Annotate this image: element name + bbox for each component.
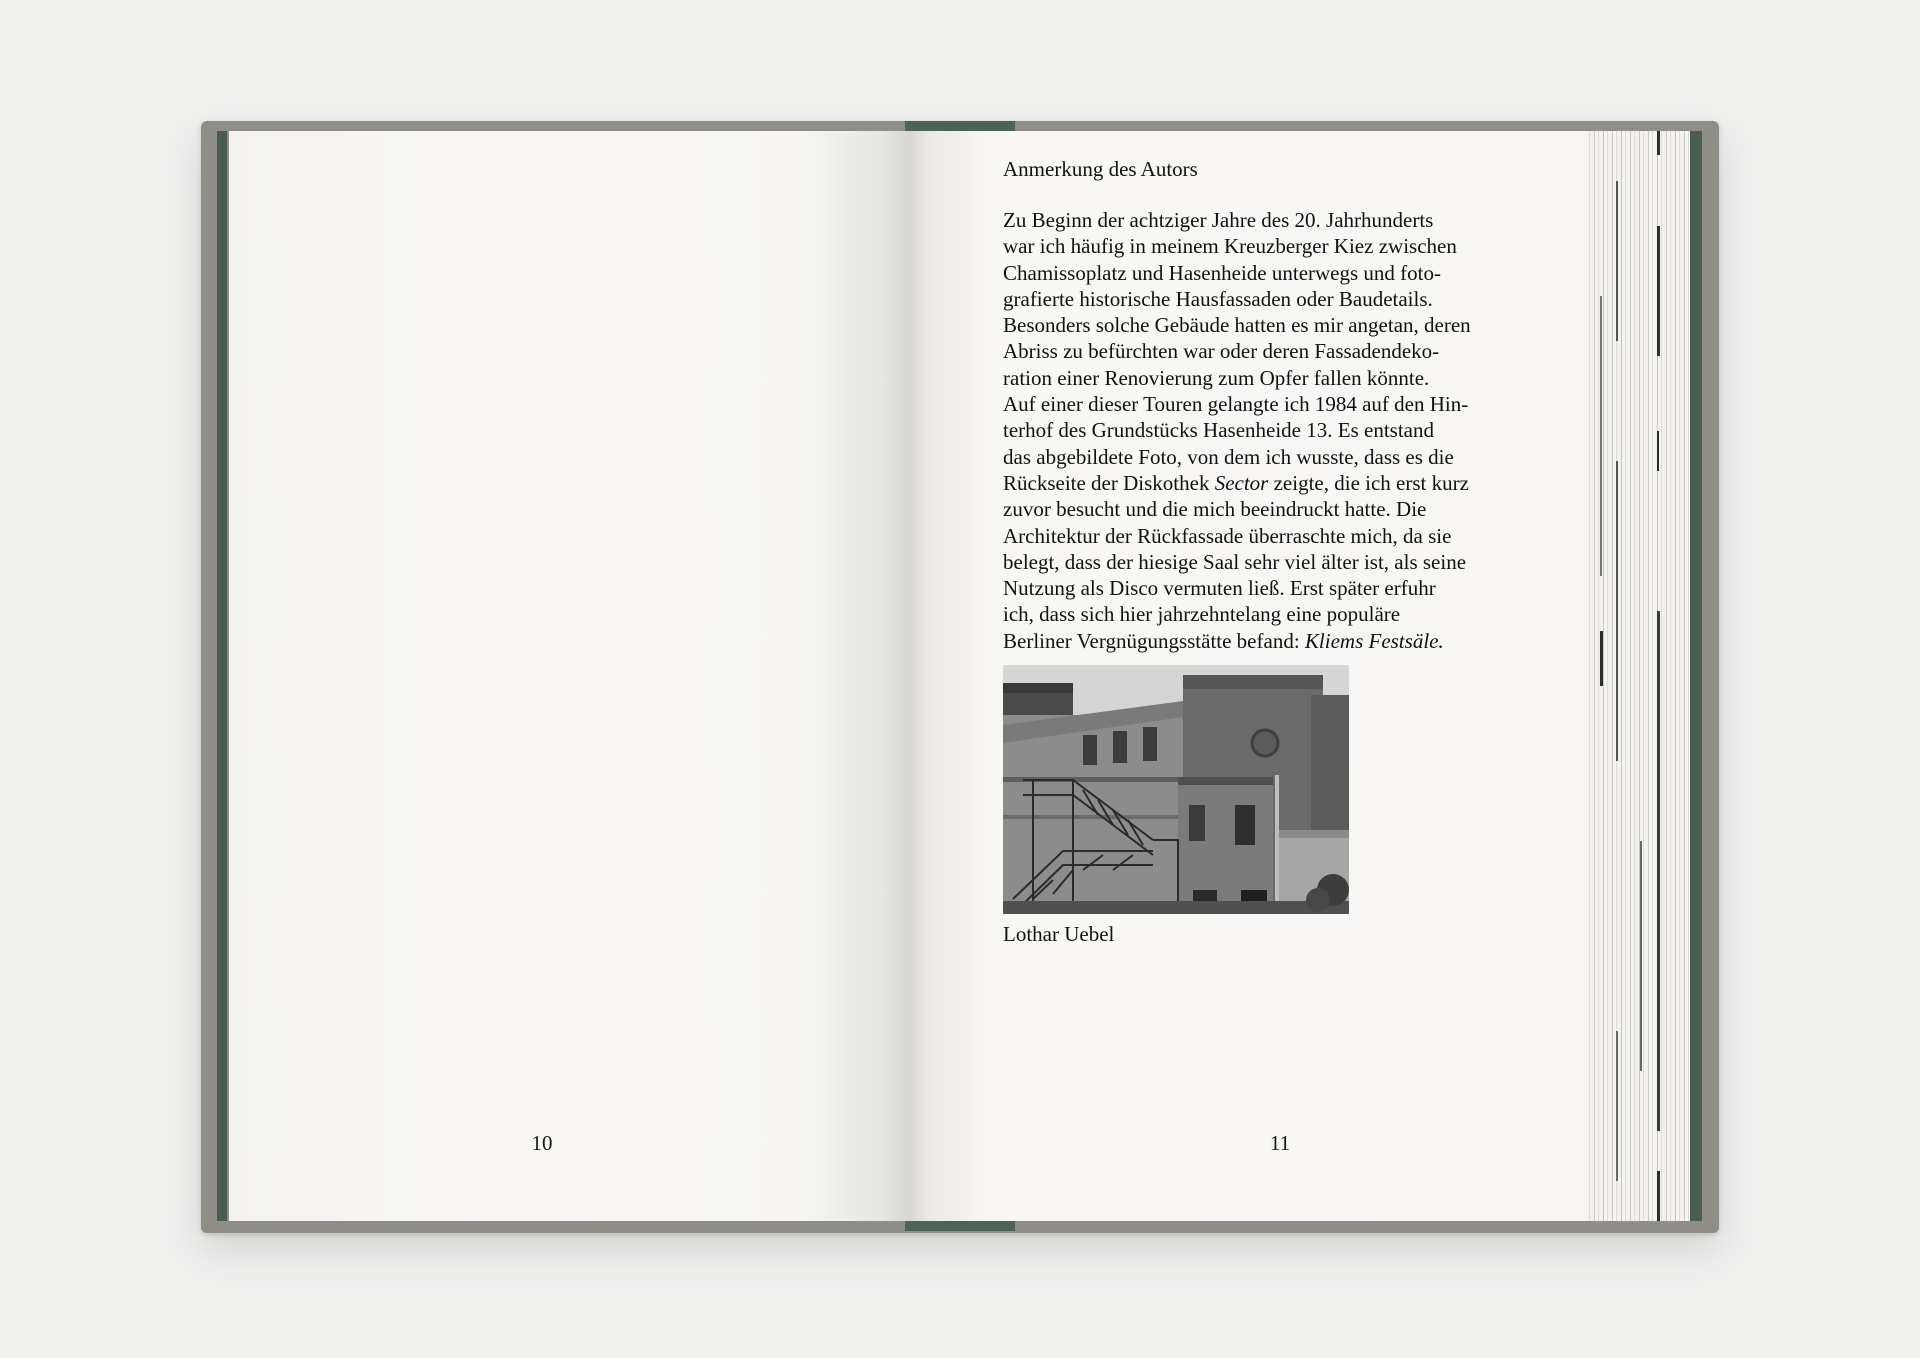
page-edges	[1586, 131, 1690, 1221]
body-line: grafierte historische Hausfassaden oder Baudetails.	[1003, 286, 1433, 311]
italic-name: Sector	[1214, 470, 1269, 495]
body-paragraph	[1003, 207, 1563, 654]
spine-headband-bottom	[905, 1221, 1015, 1231]
body-line: Zu Beginn der achtziger Jahre des 20. Jahrhunderts	[1003, 208, 1434, 232]
body-line: Auf einer dieser Touren gelangte ich 1984 auf den Hin-	[1003, 392, 1469, 417]
body-line: das abgebildete Foto, von dem ich wusste, dass es die	[1003, 444, 1454, 469]
building-photo	[1003, 665, 1349, 914]
cover-inner-edge-right	[1690, 131, 1702, 1221]
left-page	[229, 131, 910, 1221]
body-line: Nutzung als Disco vermuten ließ. Erst später erfuhr	[1003, 576, 1436, 601]
body-line: belegt, dass der hiesige Saal sehr viel älter ist, als seine	[1003, 549, 1467, 574]
body-line: ich, dass sich hier jahrzehntelang eine populäre	[1003, 602, 1401, 627]
body-line-text: Rückseite der Diskothek	[1003, 470, 1215, 495]
body-line: zuvor besucht und die mich beeindruckt hatte. Die	[1003, 497, 1427, 522]
body-line: Chamissoplatz und Hasenheide unterwegs und foto-	[1003, 260, 1441, 285]
body-line: war ich häufig in meinem Kreuzberger Kiez zwischen	[1003, 234, 1457, 259]
body-line: terhof des Grundstücks Hasenheide 13. Es entstand	[1003, 418, 1434, 443]
page-number-right: 11	[1269, 1131, 1291, 1155]
body-line	[1003, 470, 1563, 496]
photo-caption: Lothar Uebel	[1003, 922, 1115, 946]
italic-name: Kliems Festsäle.	[1304, 628, 1444, 653]
cover-inner-edge-left	[217, 131, 227, 1221]
body-line	[1003, 628, 1563, 654]
body-line-text: zeigte, die ich erst kurz	[1268, 470, 1469, 495]
page-number-left: 10	[531, 1131, 553, 1155]
body-line: Besonders solche Gebäude hatten es mir angetan, deren	[1003, 313, 1471, 338]
section-heading: Anmerkung des Autors	[1003, 157, 1198, 181]
body-line-text: Berliner Vergnügungsstätte befand:	[1003, 628, 1305, 653]
body-line: ration einer Renovierung zum Opfer fallen könnte.	[1003, 365, 1430, 390]
body-line: Abriss zu befürchten war oder deren Fassadendeko-	[1003, 339, 1440, 364]
body-line: Architektur der Rückfassade überraschte mich, da sie	[1003, 523, 1452, 548]
